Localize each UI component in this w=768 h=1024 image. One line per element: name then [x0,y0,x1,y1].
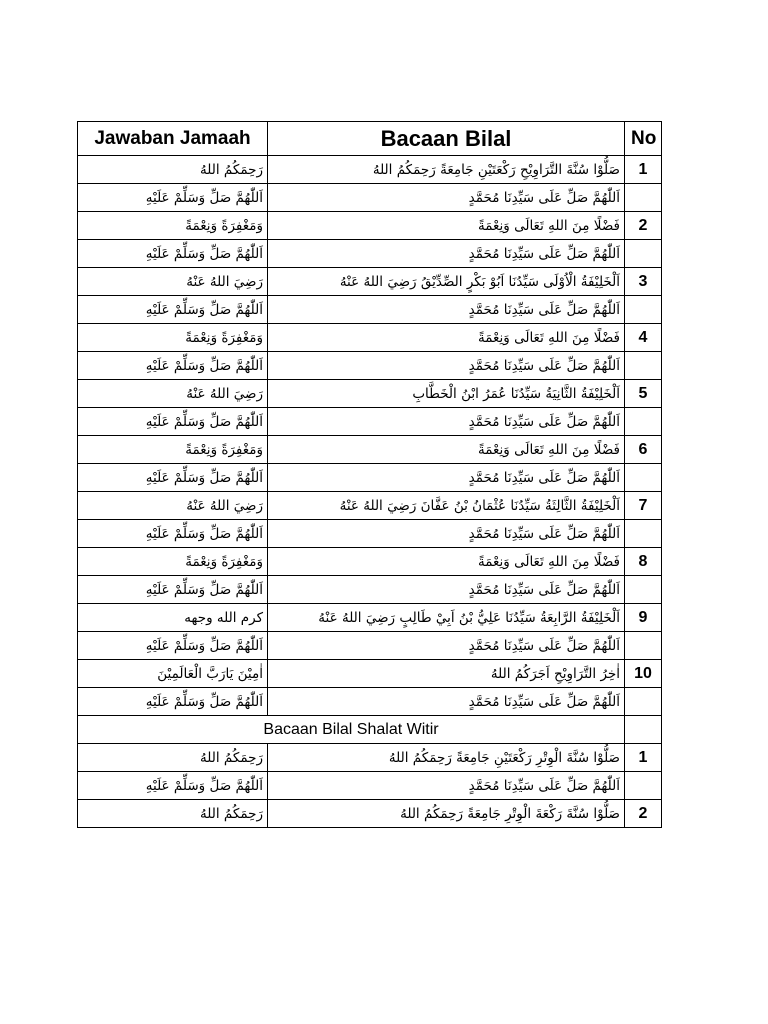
no-cell: 1 [625,156,662,184]
bacaan-cell: صَلُّوْا سُنَّةَ التَّرَاوِيْحِ رَكْعَتَيْنِ جَامِعَةً رَحِمَكُمُ اللهُ [268,156,625,184]
jawaban-cell: رَحِمَكُمُ اللهُ [78,744,268,772]
table-row [78,632,662,660]
jawaban-cell: رَضِيَ اللهُ عَنْهُ [78,492,268,520]
no-cell: 2 [625,212,662,240]
table-row [78,352,662,380]
table-row [78,212,662,240]
no-cell: 8 [625,548,662,576]
bacaan-cell: اَلْخَلِيْفَةُ الْاُوْلَى سَيِّدُنَا اَبُوْ بَكْرٍ الصِّدِّيْقُ رَضِيَ اللهُ عَنْهُ [268,268,625,296]
bacaan-cell: فَضْلًا مِنَ اللهِ تَعَالَى وَنِعْمَةً [268,324,625,352]
bacaan-cell: فَضْلًا مِنَ اللهِ تَعَالَى وَنِعْمَةً [268,548,625,576]
jawaban-cell: اَللّٰهُمَّ صَلِّ وَسَلِّمْ عَلَيْهِ [78,576,268,604]
no-cell: 1 [625,744,662,772]
table-row [78,660,662,688]
bacaan-cell: اَللّٰهُمَّ صَلِّ عَلَى سَيِّدِنَا مُحَمَّدٍ [268,240,625,268]
bilal-table [77,121,662,828]
section-empty-cell [625,716,662,744]
bacaan-cell: فَضْلًا مِنَ اللهِ تَعَالَى وَنِعْمَةً [268,212,625,240]
section-row [78,716,662,744]
no-cell [625,408,662,436]
jawaban-cell: وَمَغْفِرَةً وَنِعْمَةً [78,548,268,576]
no-cell [625,576,662,604]
table-row [78,492,662,520]
bacaan-cell: اَلْخَلِيْفَةُ الثَّانِيَةُ سَيِّدُنَا عُمَرُ ابْنُ الْخَطَّابِ [268,380,625,408]
bacaan-cell: اَللّٰهُمَّ صَلِّ عَلَى سَيِّدِنَا مُحَمَّدٍ [268,296,625,324]
header-row [78,122,662,156]
jawaban-cell: اَللّٰهُمَّ صَلِّ وَسَلِّمْ عَلَيْهِ [78,632,268,660]
header-jawaban: Jawaban Jamaah [78,122,268,156]
jawaban-cell: اَللّٰهُمَّ صَلِّ وَسَلِّمْ عَلَيْهِ [78,772,268,800]
jawaban-cell: اٰمِيْنَ يَارَبَّ الْعَالَمِيْنَ [78,660,268,688]
bacaan-cell: صَلُّوْا سُنَّةَ الْوِتْرِ رَكْعَتَيْنِ جَامِعَةً رَحِمَكُمُ اللهُ [268,744,625,772]
bacaan-cell: اٰخِرُ التَّرَاوِيْحِ اَجَرَكُمُ اللهُ [268,660,625,688]
table-row [78,688,662,716]
jawaban-cell: اَللّٰهُمَّ صَلِّ وَسَلِّمْ عَلَيْهِ [78,184,268,212]
table-row [78,576,662,604]
jawaban-cell: وَمَغْفِرَةً وَنِعْمَةً [78,436,268,464]
no-cell: 5 [625,380,662,408]
bacaan-cell: اَللّٰهُمَّ صَلِّ عَلَى سَيِّدِنَا مُحَمَّدٍ [268,408,625,436]
bacaan-cell: اَللّٰهُمَّ صَلِّ عَلَى سَيِّدِنَا مُحَمَّدٍ [268,632,625,660]
no-cell [625,772,662,800]
no-cell [625,184,662,212]
bacaan-cell: اَلْخَلِيْفَةُ الرَّابِعَةُ سَيِّدُنَا عَلِيُّ بْنُ اَبِيْ طَالِبٍ رَضِيَ اللهُ عَنْهُ [268,604,625,632]
table-row [78,156,662,184]
jawaban-cell: رَضِيَ اللهُ عَنْهُ [78,268,268,296]
bacaan-cell: اَللّٰهُمَّ صَلِّ عَلَى سَيِّدِنَا مُحَمَّدٍ [268,352,625,380]
no-cell [625,520,662,548]
table-row [78,744,662,772]
table-row [78,800,662,828]
no-cell: 3 [625,268,662,296]
bacaan-cell: اَللّٰهُمَّ صَلِّ عَلَى سَيِّدِنَا مُحَمَّدٍ [268,688,625,716]
table-row [78,296,662,324]
bacaan-cell: اَللّٰهُمَّ صَلِّ عَلَى سَيِّدِنَا مُحَمَّدٍ [268,520,625,548]
bacaan-cell: اَللّٰهُمَّ صَلِّ عَلَى سَيِّدِنَا مُحَمَّدٍ [268,464,625,492]
table-row [78,268,662,296]
jawaban-cell: اَللّٰهُمَّ صَلِّ وَسَلِّمْ عَلَيْهِ [78,408,268,436]
bacaan-cell: اَلْخَلِيْفَةُ الثَّالِثَةُ سَيِّدُنَا عُثْمَانُ بْنُ عَفَّانَ رَضِيَ اللهُ عَنْهُ [268,492,625,520]
jawaban-cell: اَللّٰهُمَّ صَلِّ وَسَلِّمْ عَلَيْهِ [78,464,268,492]
jawaban-cell: اَللّٰهُمَّ صَلِّ وَسَلِّمْ عَلَيْهِ [78,520,268,548]
table-row [78,604,662,632]
jawaban-cell: رَحِمَكُمُ اللهُ [78,800,268,828]
no-cell: 2 [625,800,662,828]
jawaban-cell: وَمَغْفِرَةً وَنِعْمَةً [78,324,268,352]
table-row [78,380,662,408]
no-cell: 10 [625,660,662,688]
jawaban-cell: اَللّٰهُمَّ صَلِّ وَسَلِّمْ عَلَيْهِ [78,240,268,268]
no-cell [625,296,662,324]
bacaan-cell: فَضْلًا مِنَ اللهِ تَعَالَى وَنِعْمَةً [268,436,625,464]
header-no: No [625,122,662,156]
table-row [78,464,662,492]
jawaban-cell: كرم الله وجهه [78,604,268,632]
jawaban-cell: رَحِمَكُمُ اللهُ [78,156,268,184]
no-cell [625,240,662,268]
no-cell [625,632,662,660]
no-cell: 6 [625,436,662,464]
no-cell: 7 [625,492,662,520]
jawaban-cell: اَللّٰهُمَّ صَلِّ وَسَلِّمْ عَلَيْهِ [78,352,268,380]
section-title: Bacaan Bilal Shalat Witir [78,716,625,744]
jawaban-cell: اَللّٰهُمَّ صَلِّ وَسَلِّمْ عَلَيْهِ [78,296,268,324]
table-row [78,520,662,548]
table-row [78,772,662,800]
jawaban-cell: اَللّٰهُمَّ صَلِّ وَسَلِّمْ عَلَيْهِ [78,688,268,716]
table-row [78,240,662,268]
header-bacaan: Bacaan Bilal [268,122,625,156]
table-row [78,408,662,436]
no-cell [625,688,662,716]
jawaban-cell: وَمَغْفِرَةً وَنِعْمَةً [78,212,268,240]
table-row [78,436,662,464]
table-row [78,548,662,576]
no-cell [625,352,662,380]
bacaan-cell: اَللّٰهُمَّ صَلِّ عَلَى سَيِّدِنَا مُحَمَّدٍ [268,576,625,604]
bacaan-cell: اَللّٰهُمَّ صَلِّ عَلَى سَيِّدِنَا مُحَمَّدٍ [268,184,625,212]
no-cell: 4 [625,324,662,352]
no-cell: 9 [625,604,662,632]
jawaban-cell: رَضِيَ اللهُ عَنْهُ [78,380,268,408]
bacaan-cell: اَللّٰهُمَّ صَلِّ عَلَى سَيِّدِنَا مُحَمَّدٍ [268,772,625,800]
table-row [78,324,662,352]
bacaan-cell: صَلُّوْا سُنَّةَ رَكْعَةَ الْوِتْرِ جَامِعَةً رَحِمَكُمُ اللهُ [268,800,625,828]
no-cell [625,464,662,492]
table-row [78,184,662,212]
